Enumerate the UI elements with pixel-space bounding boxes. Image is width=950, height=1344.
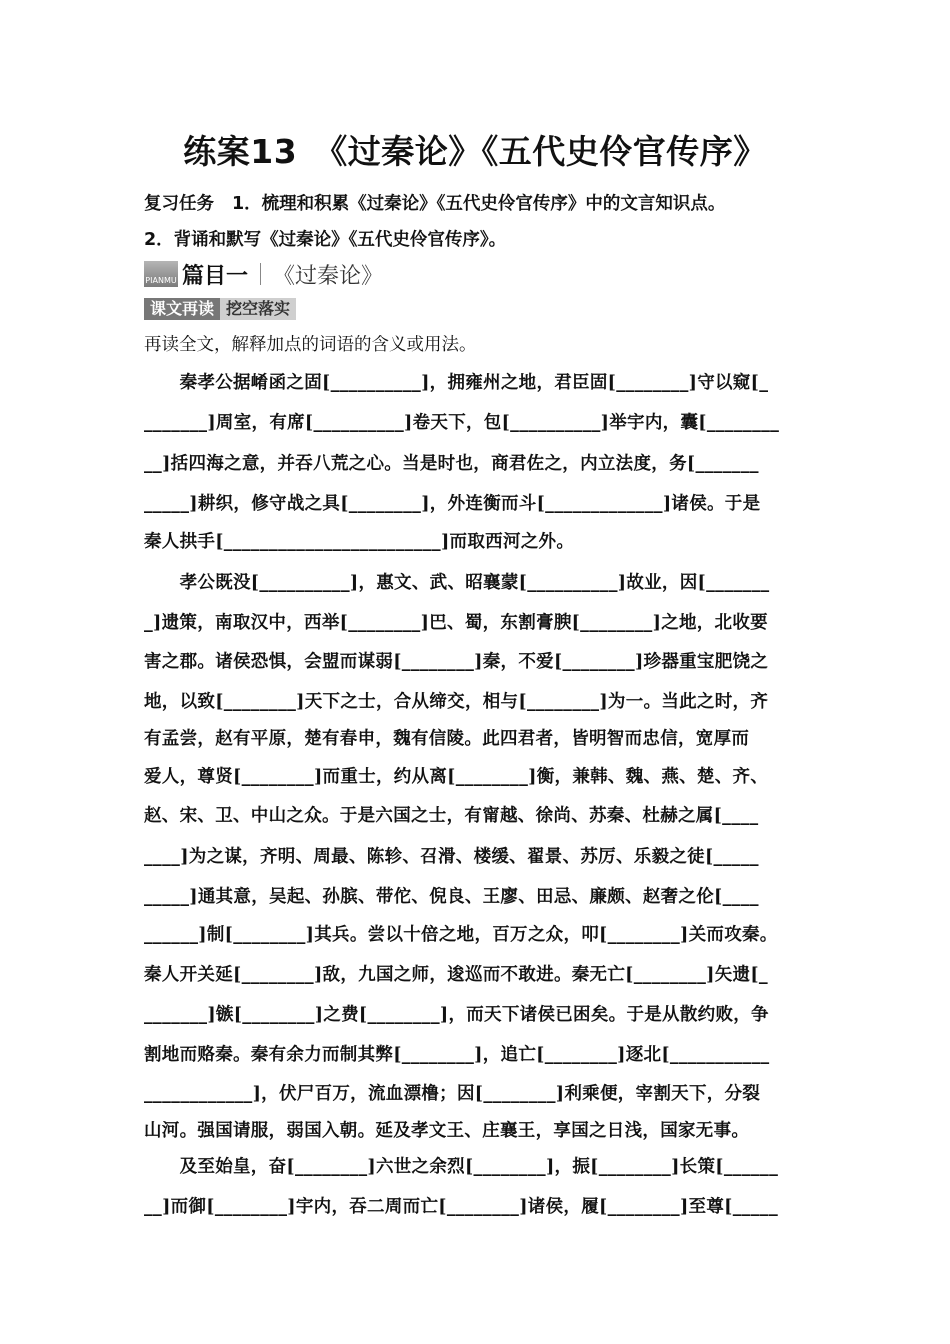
section-banner (144, 298, 296, 320)
text-line: __]而御[________]宇内，吞二周而亡[________]诸侯，履[________]至尊[_____ (144, 1197, 778, 1217)
text-line: _____]通其意，吴起、孙膑、带佗、倪良、王廖、田忌、廉颇、赵奢之伦[____ (144, 887, 759, 907)
review-task-item-1: 1．梳理和积累《过秦论》《五代史伶官传序》中的文言知识点。 (232, 194, 726, 214)
text-line: __]括四海之意，并吞八荒之心。当是时也，商君佐之，内立法度，务[_______ (144, 454, 759, 474)
text-line: 害之郡。诸侯恐惧，会盟而谋弱[________]秦，不爱[________]珍器重宝肥饶之 (144, 652, 769, 672)
text-line: 秦人开关延[________]敌，九国之师，逡巡而不敢进。秦无亡[________]矢遗[_ (144, 965, 768, 985)
banner-part-2: 挖空落实 (220, 298, 296, 320)
text-line: 赵、宋、卫、中山之众。于是六国之士，有甯越、徐尚、苏秦、杜赫之属[____ (144, 806, 759, 826)
section-divider (260, 263, 261, 285)
review-task-item-2: 2．背诵和默写《过秦论》《五代史伶官传序》。 (144, 230, 507, 250)
review-task-label: 复习任务 (144, 194, 214, 214)
text-line: 秦人拱手[________________________]而取西河之外。 (144, 532, 575, 552)
text-line: 有孟尝，赵有平原，楚有春申，魏有信陵。此四君者，皆明智而忠信，宽厚而 (144, 729, 750, 749)
banner-part-1: 课文再读 (144, 298, 220, 320)
text-line: _____]耕织，修守战之具[________]，外连衡而斗[_____________]诸侯。于是 (144, 494, 761, 514)
text-line: 地，以致[________]天下之士，合从缔交，相与[________]为一。当此之时，齐 (144, 692, 769, 712)
text-line: 孝公既没[__________]，惠文、武、昭襄蒙[__________]故业，因[_______ (144, 573, 770, 593)
text-line: 爱人，尊贤[________]而重士，约从离[________]衡，兼韩、魏、燕、楚、齐、 (144, 767, 769, 787)
text-line: 割地而赂秦。秦有余力而制其弊[________]，追亡[________]逐北[___________ (144, 1045, 770, 1065)
section-logo-icon (144, 261, 178, 287)
text-line: 秦孝公据崤函之固[__________]，拥雍州之地，君臣固[________]守以窥[_ (144, 373, 769, 393)
section-heading (144, 258, 383, 290)
section-name: 《过秦论》 (273, 263, 384, 289)
text-line: _]遗策，南取汉中，西举[________]巴、蜀，东割膏腴[________]之地，北收要 (144, 613, 768, 633)
section-label: 篇目一 (182, 263, 249, 289)
text-line: ____________]，伏尸百万，流血漂橹；因[________]利乘便，宰割天下，分裂 (144, 1084, 761, 1104)
text-line: _______]周室，有席[__________]卷天下，包[__________]举宇内，囊[________ (144, 413, 780, 433)
text-line: 山河。强国请服，弱国入朝。延及孝文王、庄襄王，享国之日浅，国家无事。 (144, 1121, 750, 1141)
page-title: 练案13 《过秦论》《五代史伶官传序》 (183, 132, 767, 171)
review-task-line-1 (144, 190, 725, 215)
review-task-line-2 (144, 226, 506, 251)
text-line: ______]制[________]其兵。尝以十倍之地，百万之众，叩[________]关而攻秦。 (144, 925, 778, 945)
text-line: ____]为之谋，齐明、周最、陈轸、召滑、楼缓、翟景、苏厉、乐毅之徒[_____ (144, 847, 759, 867)
text-line: 及至始皇，奋[________]六世之余烈[________]，振[________]长策[______ (144, 1157, 779, 1177)
instruction-text: 再读全文，解释加点的词语的含义或用法。 (144, 335, 477, 355)
text-line: _______]镞[________]之费[________]，而天下诸侯已困矣。于是从散约败，争 (144, 1005, 769, 1025)
section-logo-text: PIANMU (145, 276, 177, 285)
